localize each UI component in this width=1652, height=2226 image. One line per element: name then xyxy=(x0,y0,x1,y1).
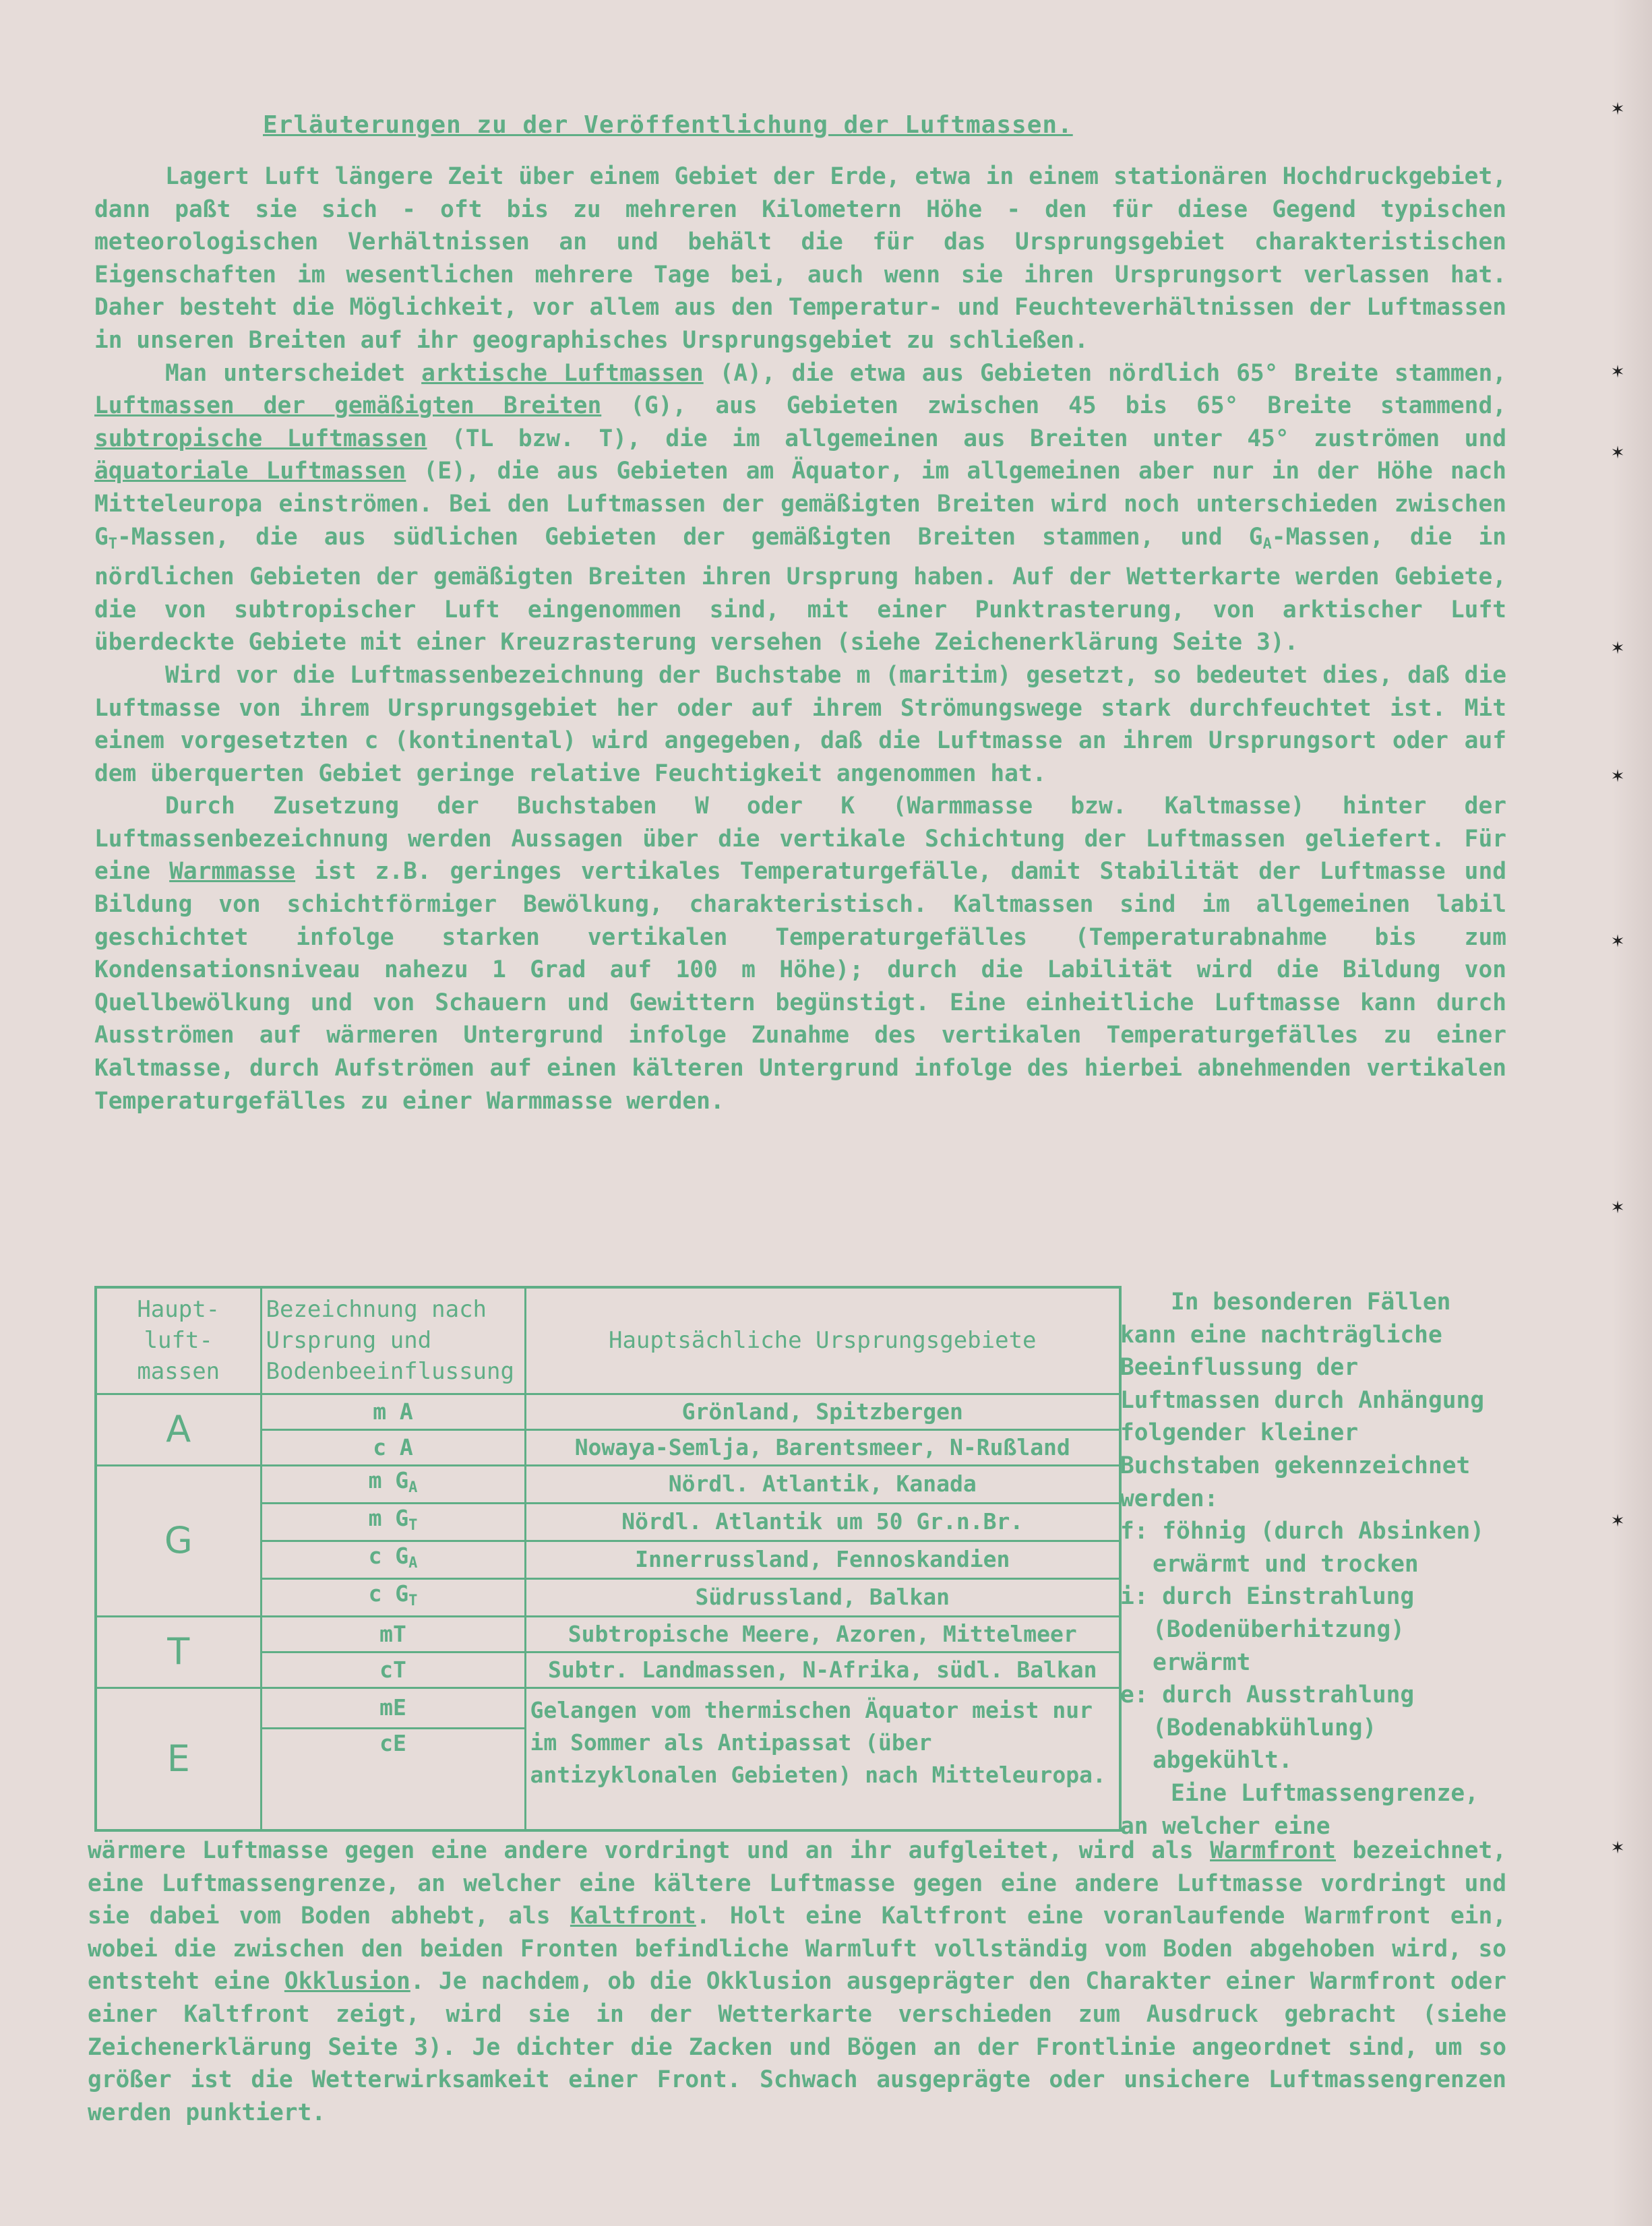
side-note: In besonderen Fällen kann eine nachträgliche Beeinflussung der Luftmassen durch Anhängung folgender kleiner Buchstaben gekennzeichnet werden: f: föhnig (durch Absinken) erwärmt und trocken i: durch Einstrahlung (Bodenüberhitzung) erwärmt e: durch Ausstrahlung (Bodenabkühlung) abgekühlt. Eine Luftmassengrenze, an welcher eine xyxy=(1120,1289,1485,1840)
group-g: G xyxy=(96,1465,261,1616)
header-designation: Bezeichnung nach Ursprung und Bodenbeeinflussung xyxy=(261,1287,525,1394)
paragraph-3: Wird vor die Luftmassenbezeichnung der Buchstabe m (maritim) gesetzt, so bedeutet dies, daß die Luftmasse von ihrem Ursprungsgebiet her oder auf ihrem Strömungswege stark durchfeuchtet ist. Mit einem vorgesetzten c (kontinental) wird angegeben, daß die Luftmasse an ihrem Ursprungsort oder auf dem überquerten Gebiet geringe relative Feuchtigkeit angenommen hat. xyxy=(94,661,1506,787)
punch-hole-icon: ✶ xyxy=(1611,359,1624,383)
punch-hole-icon: ✶ xyxy=(1611,1835,1624,1859)
paragraph-1: Lagert Luft längere Zeit über einem Gebiet der Erde, etwa in einem stationären Hochdruckgebiet, dann paßt sie sich - oft bis zu mehreren Kilometern Höhe - den für diese Gegend typischen meteorologischen Verhältnissen an und behält die für das Ursprungsgebiet charakteristischen Eigenschaften im wesentlichen mehrere Tage bei, auch wenn sie ihren Ursprungsort verlassen hat. Daher besteht die Möglichkeit, vor allem aus den Temperatur- und Feuchteverhältnissen der Luftmassen in unseren Breiten auf ihr geographisches Ursprungsgebiet zu schließen. xyxy=(94,163,1506,354)
table-row: T mT Subtropische Meere, Azoren, Mittelmeer xyxy=(96,1616,1120,1652)
punch-hole-icon: ✶ xyxy=(1611,1508,1624,1532)
paragraph-4: Durch Zusetzung der Buchstaben W oder K (Warmmasse bzw. Kaltmasse) hinter der Luftmassenbezeichnung werden Aussagen über die vertikale Schichtung der Luftmassen geliefert. Für eine Warmmasse ist z.B. geringes vertikales Temperaturgefälle, damit Stabilität der Luftmasse und Bildung von schichtförmiger Bewölkung, charakteristisch. Kaltmassen sind im allgemeinen labil geschichtet infolge starken vertikalen Temperaturgefälles (Temperaturabnahme bis zum Kondensationsniveau nahezu 1 Grad auf 100 m Höhe); durch die Labilität wird die Bildung von Quellbewölkung und von Schauern und Gewittern begünstigt. Eine einheitliche Luftmasse kann durch Ausströmen auf wärmeren Untergrund infolge Zunahme des vertikalen Temperaturgefälles zu einer Kaltmasse, durch Aufströmen auf einen kälteren Untergrund infolge des hierbei abnehmenden vertikalen Temperaturgefälles zu einer Warmmasse werden. xyxy=(94,793,1506,1115)
page-title: Erläuterungen zu der Veröffentlichung der Luftmassen. xyxy=(263,111,1073,139)
punch-hole-icon: ✶ xyxy=(1611,636,1624,659)
page-edge xyxy=(1612,0,1652,2226)
table-row: c A Nowaya-Semlja, Barentsmeer, N-Rußland xyxy=(96,1429,1120,1465)
explanation-text xyxy=(94,160,1506,1117)
air-mass-table xyxy=(94,1286,1122,1832)
table-row: cT Subtr. Landmassen, N-Afrika, südl. Balkan xyxy=(96,1652,1120,1688)
table-header-row xyxy=(96,1287,1120,1394)
group-t: T xyxy=(96,1616,261,1688)
punch-hole-icon: ✶ xyxy=(1611,96,1624,120)
table-row: A m A Grönland, Spitzbergen xyxy=(96,1394,1120,1429)
table-row: E mE Gelangen vom thermischen Äquator meist nur im Sommer als Antipassat (über antizyklonalen Gebieten) nach Mitteleuropa. xyxy=(96,1688,1120,1728)
table-row: cE xyxy=(96,1728,1120,1830)
table-row: m $G_T$ Nördl. Atlantik um 50 Gr.n.Br. xyxy=(96,1503,1120,1541)
table-row: c $G_T$ Südrussland, Balkan xyxy=(96,1578,1120,1616)
punch-hole-icon: ✶ xyxy=(1611,440,1624,464)
punch-hole-icon: ✶ xyxy=(1611,1195,1624,1218)
punch-hole-icon: ✶ xyxy=(1611,929,1624,952)
group-e: E xyxy=(96,1688,261,1830)
group-a: A xyxy=(96,1394,261,1465)
paragraph-2: Man unterscheidet arktische Luftmassen (A), die etwa aus Gebieten nördlich 65° Breite stammen, Luftmassen der gemäßigten Breiten (G), aus Gebieten zwischen 45 bis 65° Breite stammend, subtropische Luftmassen (TL bzw. T), die im allgemeinen aus Breiten unter 45° zuströmen und äquatoriale Luftmassen (E), die aus Gebieten am Äquator, im allgemeinen aber nur in der Höhe nach Mitteleuropa einströmen. Bei den Luftmassen der gemäßigten Breiten wird noch unterschieden zwischen $G_T$-Massen, die aus südlichen Gebieten der gemäßigten Breiten stammen, und $G_A$-Massen, die in nördlichen Gebieten der gemäßigten Breiten ihren Ursprung haben. Auf der Wetterkarte werden Gebiete, die von subtropischer Luft eingenommen sind, mit einer Punktrasterung, von arktischer Luft überdeckte Gebiete mit einer Kreuzrasterung versehen (siehe Zeichenerklärung Seite 3). xyxy=(94,359,1507,656)
table-row: c $G_A$ Innerrussland, Fennoskandien xyxy=(96,1541,1120,1578)
punch-hole-icon: ✶ xyxy=(1611,764,1624,787)
table-row: G m $G_A$ Nördl. Atlantik, Kanada xyxy=(96,1465,1120,1503)
header-main-masses: Haupt- luft- massen xyxy=(96,1287,261,1394)
fronts-text: wärmere Luftmasse gegen eine andere vordringt und an ihr aufgleitet, wird als Warmfront bezeichnet, eine Luftmassengrenze, an welcher eine kältere Luftmasse gegen eine andere Luftmasse vordringt und sie dabei vom Boden abhebt, als Kaltfront. Holt eine Kaltfront eine voranlaufende Warmfront ein, wobei die zwischen den beiden Fronten befindliche Warmluft vollständig vom Boden abgehoben wird, so entsteht eine Okklusion. Je nachdem, ob die Okklusion ausgeprägter den Charakter einer Warmfront oder einer Kaltfront zeigt, wird sie in der Wetterkarte verschieden zum Ausdruck gebracht (siehe Zeichenerklärung Seite 3). Je dichter die Zacken und Bögen an der Frontlinie angeordnet sind, um so größer ist die Wetterwirksamkeit einer Front. Schwach ausgeprägte oder unsichere Luftmassengrenzen werden punktiert. xyxy=(88,1837,1506,2126)
header-origin: Hauptsächliche Ursprungsgebiete xyxy=(525,1287,1120,1394)
